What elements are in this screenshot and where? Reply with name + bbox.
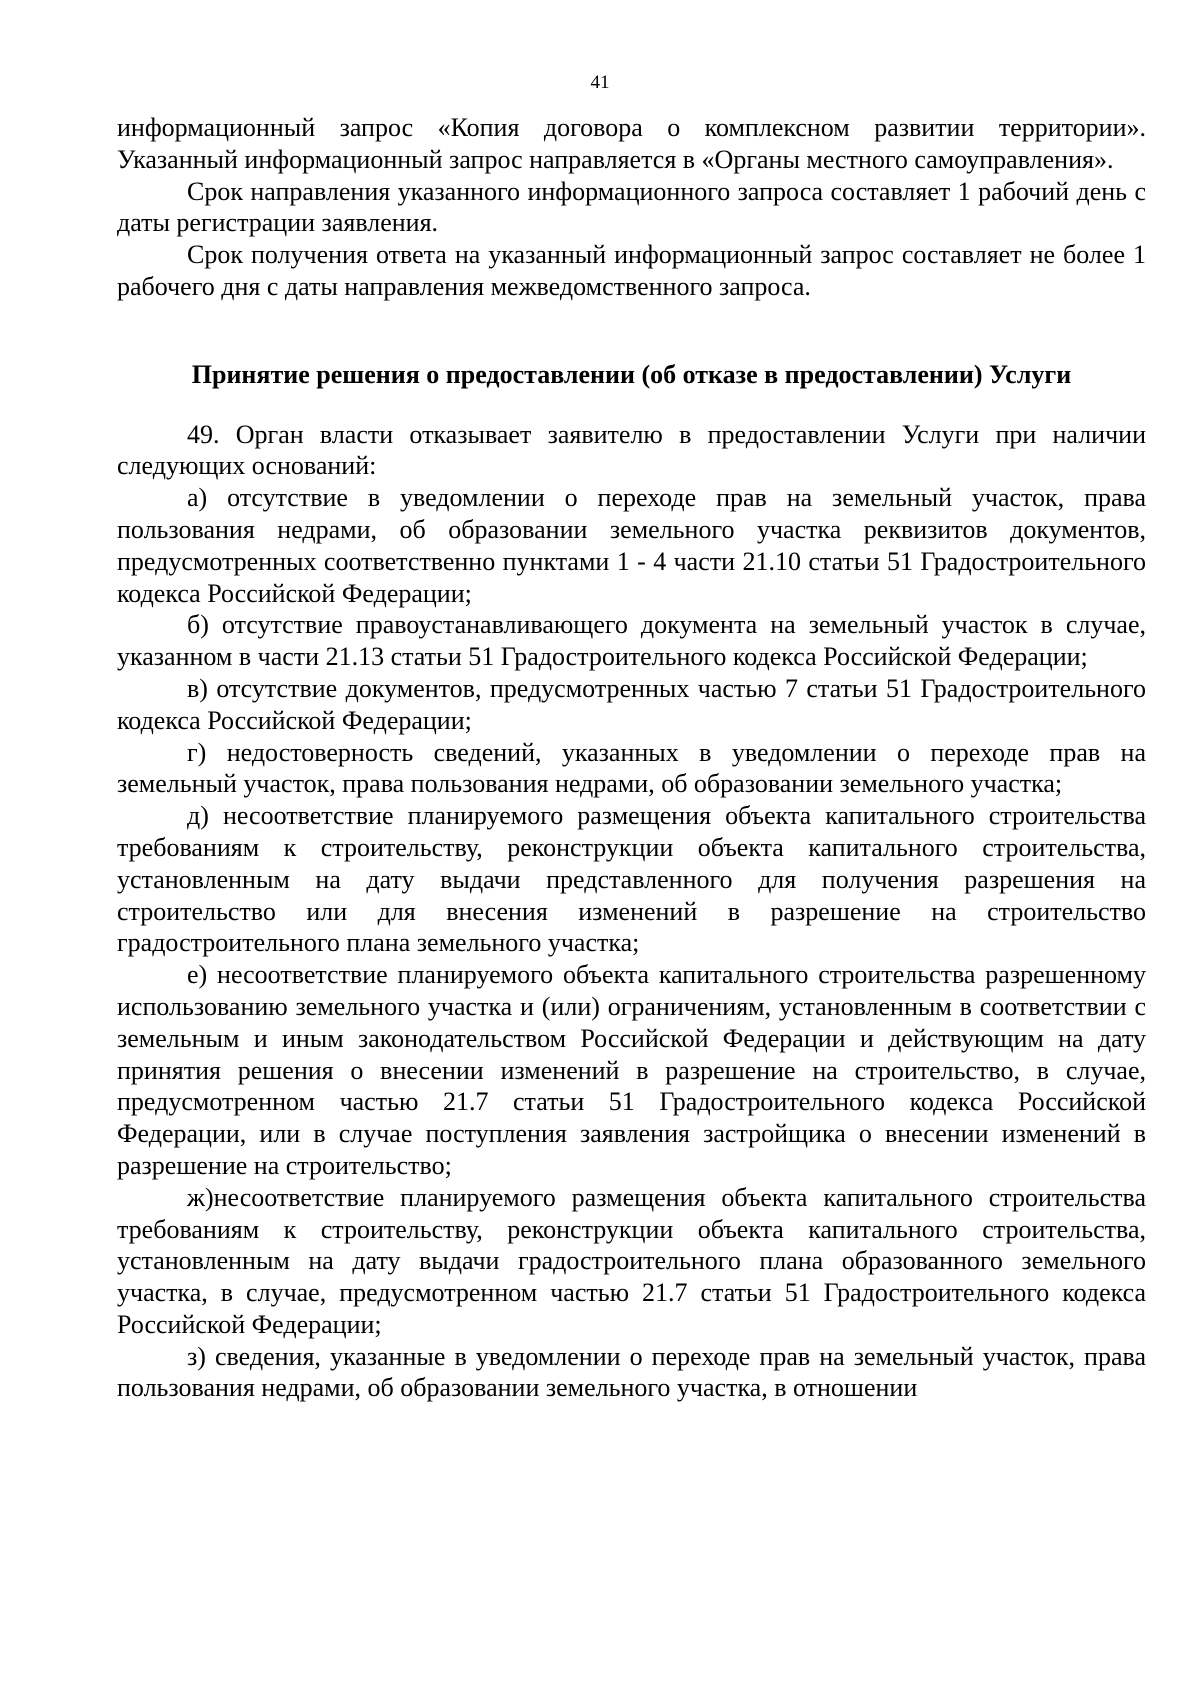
ground-z: з) сведения, указанные в уведомлении о переходе прав на земельный участок, права пользования недрами, об образовании земельного участка, в отношении xyxy=(117,1341,1146,1403)
page-number: 41 xyxy=(590,72,610,93)
ground-a: а) отсутствие в уведомлении о переходе прав на земельный участок, права пользования недрами, об образовании земельного участка реквизитов документов, предусмотренных соответственно пунктами 1 - 4 части 21.10 статьи 51 Градостроительного кодекса Российской Федерации; xyxy=(117,483,1146,608)
ground-b: б) отсутствие правоустанавливающего документа на земельный участок в случае, указанном в части 21.13 статьи 51 Градостроительного кодекса Российской Федерации; xyxy=(117,610,1146,672)
ground-g: г) недостоверность сведений, указанных в уведомлении о переходе прав на земельный участок, права пользования недрами, об образовании земельного участка; xyxy=(117,737,1146,799)
ground-v: в) отсутствие документов, предусмотренных частью 7 статьи 51 Градостроительного кодекса Российской Федерации; xyxy=(117,673,1146,735)
document-body xyxy=(117,112,1146,1404)
intro-paragraph-1: информационный запрос «Копия договора о комплексном развитии территории». Указанный информационный запрос направляется в «Органы местного самоуправления». xyxy=(117,113,1146,174)
ground-d: д) несоответствие планируемого размещения объекта капитального строительства требованиям к строительству, реконструкции объекта капитального строительства, установленным на дату выдачи представленного для получения разрешения на строительство или для внесения изменений в разрешение на строительство градостроительного плана земельного участка; xyxy=(117,801,1146,958)
intro-paragraph-3: Срок получения ответа на указанный информационный запрос составляет не более 1 рабочего дня с даты направления межведомственного запроса. xyxy=(117,240,1146,301)
intro-paragraph-2: Срок направления указанного информационного запроса составляет 1 рабочий день с даты регистрации заявления. xyxy=(117,176,1146,238)
clause-49-intro: 49. Орган власти отказывает заявителю в предоставлении Услуги при наличии следующих оснований: xyxy=(117,419,1146,481)
ground-zh: ж)несоответствие планируемого размещения объекта капитального строительства требованиям к строительству, реконструкции объекта капитального строительства, установленным на дату выдачи градостроительного плана образованного земельного участка, в случае, предусмотренном частью 21.7 статьи 51 Градостроительного кодекса Российской Федерации; xyxy=(117,1182,1146,1339)
section-heading: Принятие решения о предоставлении (об отказе в предоставлении) Услуги xyxy=(191,359,1072,389)
ground-e: е) несоответствие планируемого объекта капитального строительства разрешенному использованию земельного участка и (или) ограничениям, установленным в соответствии с земельным и иным законодательством Российской Федерации и действующим на дату принятия решения о внесении изменений в разрешение на строительство, в случае, предусмотренном частью 21.7 статьи 51 Градостроительного кодекса Российской Федерации, или в случае поступления заявления застройщика о внесении изменений в разрешение на строительство; xyxy=(117,960,1146,1180)
